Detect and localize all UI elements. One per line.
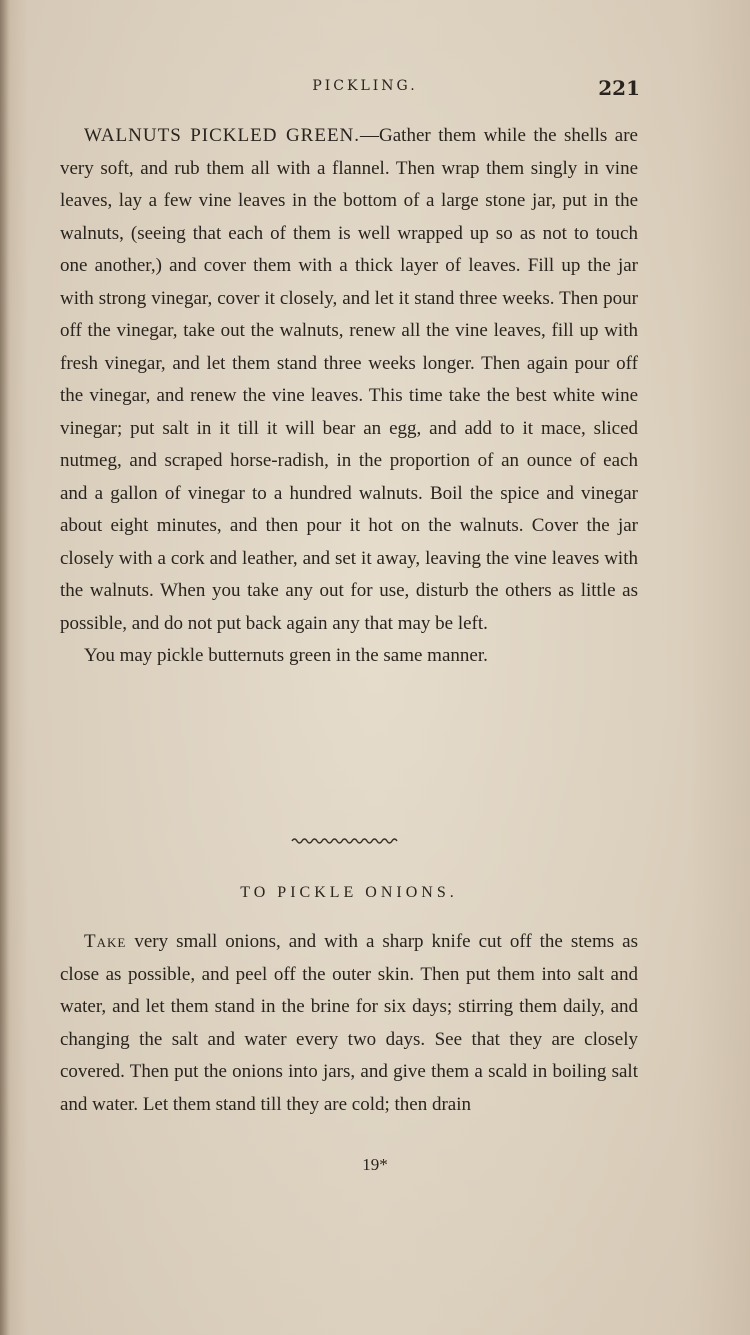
butternuts-paragraph: You may pickle butternuts green in the same manner. <box>84 645 488 666</box>
section-divider-ornament <box>290 836 400 846</box>
onions-section <box>60 926 638 1121</box>
walnuts-heading: WALNUTS PICKLED GREEN. <box>84 125 361 146</box>
onions-section-title: TO PICKLE ONIONS. <box>240 884 458 901</box>
walnuts-text: —Gather them while the shells are very soft, and rub them all with a flannel. Then wrap them singly in vine leaves, lay a few vine leaves in the bottom of a large stone jar, put in the walnuts, (seeing that each of them is well wrapped up so as not to touch one another,) and cover them with a thick layer of leaves. Fill up the jar with strong vinegar, cover it closely, and let it stand three weeks. Then pour off the vinegar, take out the walnuts, renew all the vine leaves, fill up with fresh vinegar, and let them stand three weeks longer. Then again pour off the vinegar, and renew the vine leaves. This time take the best white wine vinegar; put salt in it till it will bear an egg, and add to it mace, sliced nutmeg, and scraped horse-radish, in the proportion of an ounce of each and a gallon of vinegar to a hundred walnuts. Boil the spice and vinegar about eight minutes, and then pour it hot on the walnuts. Cover the jar closely with a cork and leather, and set it away, leaving the vine leaves with the walnuts. When you take any out for use, disturb the others as little as possible, and do not put back again any that may be left. <box>60 125 638 634</box>
onions-text: very small onions, and with a sharp knife cut off the stems as close as possible, and peel off the outer skin. Then put them into salt and water, and let them stand in the brine for six days; stirring them daily, and changing the salt and water every two days. See that they are closely covered. Then put the onions into jars, and give them a scald in boiling salt and water. Let them stand till they are cold; then drain <box>60 931 638 1115</box>
walnuts-paragraph <box>60 120 638 640</box>
onions-paragraph <box>60 926 638 1121</box>
page-header <box>60 72 640 112</box>
signature-mark: 19* <box>362 1155 388 1174</box>
onions-lead-word: Take <box>84 931 127 952</box>
spine-shadow <box>0 0 10 1335</box>
walnuts-section <box>60 120 638 673</box>
page-number: 221 <box>598 76 640 100</box>
running-head: PICKLING. <box>312 78 418 94</box>
